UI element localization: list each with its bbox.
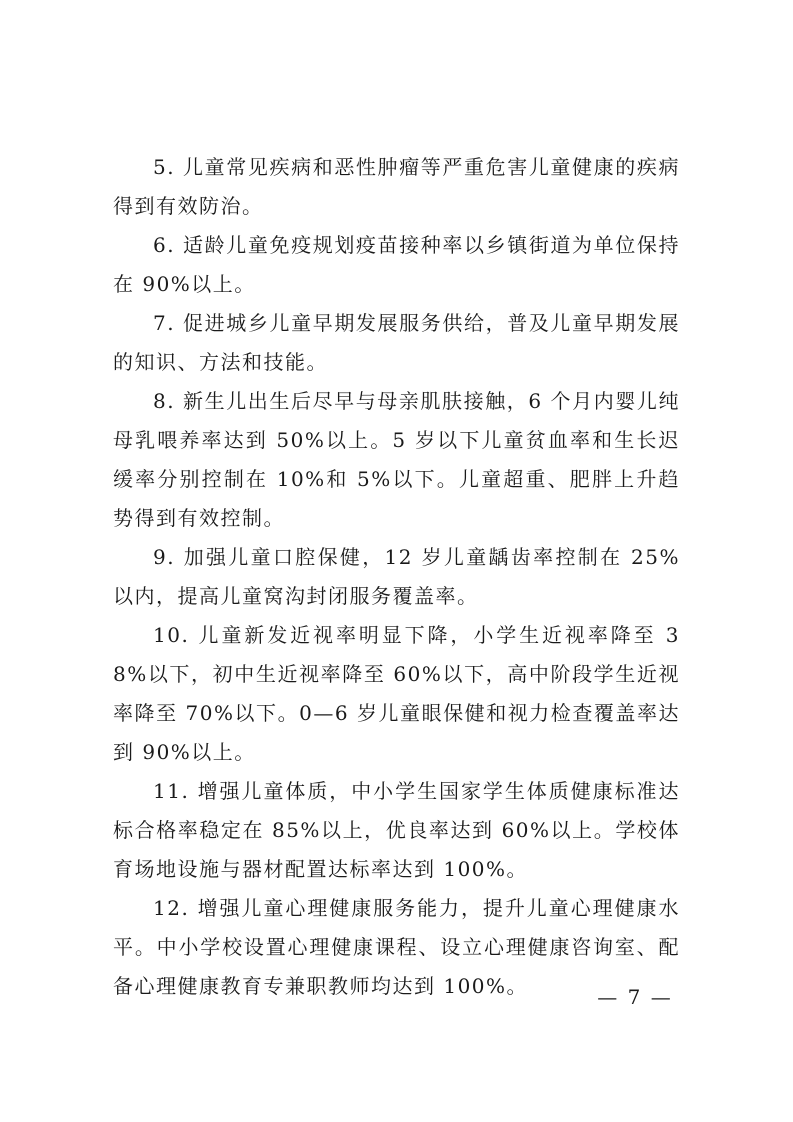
paragraph-item-9: 9. 加强儿童口腔保健，12 岁儿童龋齿率控制在 25%以内，提高儿童窝沟封闭服务覆盖率。 (113, 545, 680, 608)
paragraph-item-11: 11. 增强儿童体质，中小学生国家学生体质健康标准达标合格率稳定在 85%以上，优良率达到 60%以上。学校体育场地设施与器材配置达标率达到 100%。 (113, 779, 680, 881)
paragraph-item-8: 8. 新生儿出生后尽早与母亲肌肤接触，6 个月内婴儿纯母乳喂养率达到 50%以上。5 岁以下儿童贫血率和生长迟缓率分别控制在 10%和 5%以下。儿童超重、肥胖上升趋势得到有效控制。 (113, 389, 680, 530)
paragraph-item-7: 7. 促进城乡儿童早期发展服务供给，普及儿童早期发展的知识、方法和技能。 (113, 311, 680, 374)
paragraph-item-6: 6. 适龄儿童免疫规划疫苗接种率以乡镇街道为单位保持在 90%以上。 (113, 233, 680, 296)
paragraph-item-5: 5. 儿童常见疾病和恶性肿瘤等严重危害儿童健康的疾病得到有效防治。 (113, 155, 680, 218)
document-body (113, 148, 680, 1006)
paragraph-item-10: 10. 儿童新发近视率明显下降，小学生近视率降至 38%以下，初中生近视率降至 60%以下，高中阶段学生近视率降至 70%以下。0—6 岁儿童眼保健和视力检查覆盖率达到 90%以上。 (113, 623, 680, 764)
page-number: — 7 — (597, 985, 673, 1009)
paragraph-item-12: 12. 增强儿童心理健康服务能力，提升儿童心理健康水平。中小学校设置心理健康课程、设立心理健康咨询室、配备心理健康教育专兼职教师均达到 100%。 (113, 896, 680, 998)
